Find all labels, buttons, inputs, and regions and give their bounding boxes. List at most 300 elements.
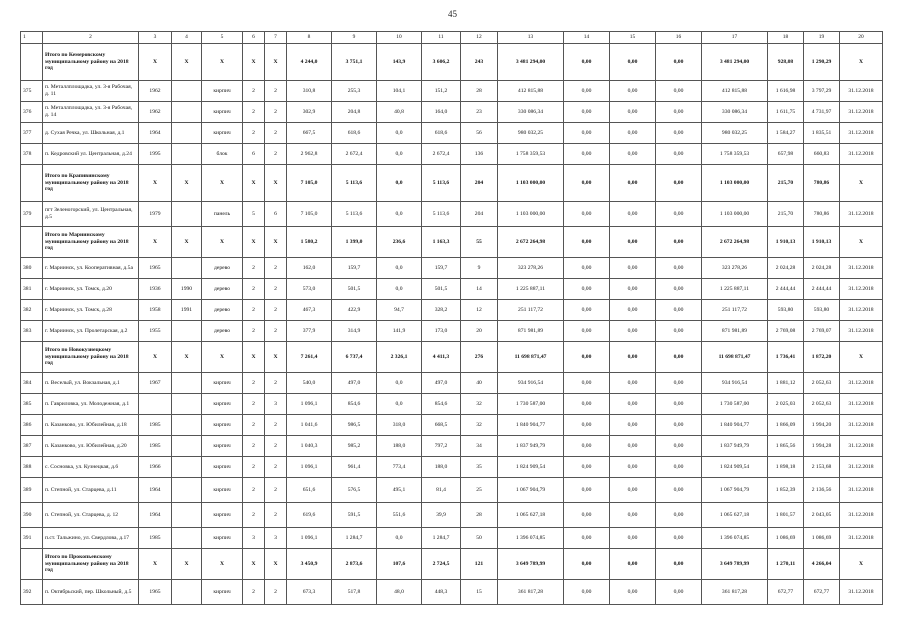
- table-cell: кирпич: [202, 373, 243, 394]
- table-cell: Итого по Мариинскому муниципальному району на 2018 год: [43, 227, 139, 258]
- table-cell: [21, 165, 43, 202]
- table-cell: 2: [243, 258, 265, 279]
- column-number: 8: [287, 32, 332, 44]
- table-cell: 56: [461, 123, 498, 144]
- table-row: [21, 503, 883, 528]
- table-cell: 251 117,72: [498, 300, 564, 321]
- table-cell: 0,00: [564, 549, 610, 580]
- table-cell: 3: [265, 528, 287, 549]
- table-cell: 1 872,20: [804, 342, 840, 373]
- table-cell: 2 444,44: [804, 279, 840, 300]
- table-cell: 2: [243, 415, 265, 436]
- table-cell: 7 105,0: [287, 165, 332, 202]
- table-cell: кирпич: [202, 123, 243, 144]
- table-cell: 1 852,39: [768, 478, 804, 503]
- column-number: 3: [139, 32, 172, 44]
- table-cell: 1 837 949,79: [498, 436, 564, 457]
- table-cell: 32: [461, 415, 498, 436]
- table-cell: 1 086,69: [768, 528, 804, 549]
- table-cell: п. Октябрьский, пер. Школьный, д.5: [43, 580, 139, 605]
- table-cell: 1964: [139, 123, 172, 144]
- table-cell: 780,86: [804, 165, 840, 202]
- table-cell: 0,00: [656, 503, 702, 528]
- table-cell: 1 730 587,00: [498, 394, 564, 415]
- table-row: [21, 202, 883, 227]
- table-cell: [172, 580, 202, 605]
- table-cell: 1 824 909,54: [498, 457, 564, 478]
- table-cell: [172, 202, 202, 227]
- table-cell: 0,0: [377, 202, 422, 227]
- table-cell: 1 163,3: [422, 227, 461, 258]
- table-cell: 2 153,68: [804, 457, 840, 478]
- table-cell: 773,4: [377, 457, 422, 478]
- table-cell: [172, 528, 202, 549]
- table-cell: 31.12.2018: [840, 321, 883, 342]
- table-cell: 0,00: [564, 415, 610, 436]
- table-cell: 32: [461, 394, 498, 415]
- table-cell: п. Гавриловка, ул. Молодежная, д.1: [43, 394, 139, 415]
- table-cell: 0,00: [656, 394, 702, 415]
- table-cell: 1 840 904,77: [702, 415, 768, 436]
- table-cell: 540,0: [287, 373, 332, 394]
- column-number: 17: [702, 32, 768, 44]
- table-cell: 143,9: [377, 44, 422, 81]
- table-cell: 934 916,54: [702, 373, 768, 394]
- table-cell: 1958: [139, 300, 172, 321]
- table-cell: 0,00: [610, 394, 656, 415]
- table-cell: 381: [21, 279, 43, 300]
- table-cell: 618,6: [332, 123, 377, 144]
- table-cell: 377: [21, 123, 43, 144]
- table-cell: 31.12.2018: [840, 373, 883, 394]
- table-cell: 1 580,2: [287, 227, 332, 258]
- table-row: [21, 436, 883, 457]
- table-cell: 0,00: [564, 373, 610, 394]
- table-cell: 0,00: [656, 165, 702, 202]
- table-cell: 164,0: [422, 102, 461, 123]
- table-cell: 1 898,18: [768, 457, 804, 478]
- table-cell: 2 672,4: [332, 144, 377, 165]
- table-cell: 1 225 887,11: [702, 279, 768, 300]
- table-cell: дерево: [202, 321, 243, 342]
- table-cell: 0,00: [610, 549, 656, 580]
- table-cell: [172, 373, 202, 394]
- column-number: 19: [804, 32, 840, 44]
- column-number: 5: [202, 32, 243, 44]
- table-cell: 2: [265, 580, 287, 605]
- table-cell: панель: [202, 202, 243, 227]
- table-cell: 31.12.2018: [840, 580, 883, 605]
- table-cell: 2: [265, 300, 287, 321]
- table-cell: 1 270,11: [768, 549, 804, 580]
- table-cell: 672,77: [804, 580, 840, 605]
- column-number: 15: [610, 32, 656, 44]
- table-cell: кирпич: [202, 528, 243, 549]
- table-cell: 2: [243, 394, 265, 415]
- table-cell: 159,7: [332, 258, 377, 279]
- table-cell: [172, 321, 202, 342]
- table-cell: 0,00: [564, 165, 610, 202]
- table-cell: 985,2: [332, 436, 377, 457]
- table-cell: 1 840 904,77: [498, 415, 564, 436]
- table-row: [21, 258, 883, 279]
- table-cell: 0,00: [610, 373, 656, 394]
- table-cell: [21, 227, 43, 258]
- table-cell: 2 724,5: [422, 549, 461, 580]
- table-cell: 31.12.2018: [840, 258, 883, 279]
- table-cell: 20: [461, 321, 498, 342]
- table-cell: 448,3: [422, 580, 461, 605]
- table-cell: 107,6: [377, 549, 422, 580]
- table-cell: 3 797,29: [804, 81, 840, 102]
- table-row: [21, 528, 883, 549]
- table-cell: 6: [243, 144, 265, 165]
- table-cell: 4 244,0: [287, 44, 332, 81]
- table-cell: 1965: [139, 580, 172, 605]
- table-cell: [172, 503, 202, 528]
- table-cell: 1962: [139, 102, 172, 123]
- table-cell: 412 815,88: [702, 81, 768, 102]
- table-cell: 0,00: [656, 580, 702, 605]
- table-cell: 0,00: [656, 102, 702, 123]
- column-number: 10: [377, 32, 422, 44]
- table-cell: X: [840, 227, 883, 258]
- table-cell: [172, 123, 202, 144]
- table-row: [21, 81, 883, 102]
- table-row: [21, 478, 883, 503]
- table-cell: 2 024,28: [804, 258, 840, 279]
- table-cell: 1967: [139, 373, 172, 394]
- table-cell: 31.12.2018: [840, 436, 883, 457]
- table-cell: 0,00: [610, 415, 656, 436]
- table-cell: Итого по Крапивинскому муниципальному району на 2018 год: [43, 165, 139, 202]
- table-cell: 497,0: [422, 373, 461, 394]
- table-cell: 2: [265, 102, 287, 123]
- table-cell: 2 672 264,98: [498, 227, 564, 258]
- table-cell: 380: [21, 258, 43, 279]
- column-number: 14: [564, 32, 610, 44]
- table-cell: 0,00: [564, 528, 610, 549]
- table-cell: 1 584,27: [768, 123, 804, 144]
- table-cell: 378: [21, 144, 43, 165]
- table-cell: 0,00: [564, 503, 610, 528]
- table-cell: 854,6: [332, 394, 377, 415]
- table-cell: 0,00: [564, 436, 610, 457]
- table-cell: 1 616,98: [768, 81, 804, 102]
- table-cell: 2 052,63: [804, 394, 840, 415]
- table-cell: 14: [461, 279, 498, 300]
- table-cell: 384: [21, 373, 43, 394]
- table-cell: 0,00: [656, 81, 702, 102]
- table-cell: 1985: [139, 436, 172, 457]
- table-cell: 215,70: [768, 165, 804, 202]
- table-cell: 2 052,63: [804, 373, 840, 394]
- table-cell: 0,00: [656, 549, 702, 580]
- table-cell: 0,00: [564, 227, 610, 258]
- table-cell: 4 411,3: [422, 342, 461, 373]
- column-number: 2: [43, 32, 139, 44]
- table-cell: кирпич: [202, 580, 243, 605]
- table-cell: 1 067 904,79: [498, 478, 564, 503]
- table-cell: 0,00: [656, 373, 702, 394]
- table-cell: X: [265, 165, 287, 202]
- table-cell: 387: [21, 436, 43, 457]
- table-cell: [172, 144, 202, 165]
- table-cell: 0,00: [610, 580, 656, 605]
- table-cell: X: [243, 44, 265, 81]
- column-number: 12: [461, 32, 498, 44]
- table-cell: [172, 478, 202, 503]
- table-cell: 383: [21, 321, 43, 342]
- table-cell: 55: [461, 227, 498, 258]
- table-cell: с. Сосновка, ул. Кузнецкая, д.6: [43, 457, 139, 478]
- table-cell: 11 698 871,47: [702, 342, 768, 373]
- table-cell: X: [202, 549, 243, 580]
- table-cell: 672,77: [768, 580, 804, 605]
- table-cell: 2: [243, 279, 265, 300]
- table-cell: 0,00: [656, 202, 702, 227]
- table-cell: X: [172, 227, 202, 258]
- table-cell: 501,5: [422, 279, 461, 300]
- district-total-row: [21, 44, 883, 81]
- table-cell: 591,5: [332, 503, 377, 528]
- table-cell: X: [202, 44, 243, 81]
- table-cell: 376: [21, 102, 43, 123]
- table-cell: 5 113,6: [422, 202, 461, 227]
- column-number: 1: [21, 32, 43, 44]
- table-row: [21, 457, 883, 478]
- table-cell: 1 865,56: [768, 436, 804, 457]
- table-cell: 871 981,89: [702, 321, 768, 342]
- table-cell: [172, 394, 202, 415]
- table-cell: 28: [461, 81, 498, 102]
- register-table: [20, 31, 883, 605]
- table-cell: пгт Зеленогорский, ул. Центральная, д.5: [43, 202, 139, 227]
- table-cell: 1 801,57: [768, 503, 804, 528]
- table-cell: 2: [265, 123, 287, 144]
- table-cell: п. Казанково, ул. Юбилейная, д.20: [43, 436, 139, 457]
- table-cell: 0,00: [610, 342, 656, 373]
- table-row: [21, 279, 883, 300]
- table-cell: 0,00: [610, 258, 656, 279]
- table-cell: 5 113,6: [422, 165, 461, 202]
- table-cell: 2: [265, 436, 287, 457]
- table-cell: 980 032,25: [702, 123, 768, 144]
- table-cell: 1962: [139, 81, 172, 102]
- table-cell: 9: [461, 258, 498, 279]
- table-cell: 1 096,1: [287, 457, 332, 478]
- table-cell: 1 611,75: [768, 102, 804, 123]
- table-cell: 28: [461, 503, 498, 528]
- table-cell: 1 065 627,18: [702, 503, 768, 528]
- table-cell: 31.12.2018: [840, 415, 883, 436]
- page-number: 45: [448, 9, 457, 19]
- table-cell: 141,9: [377, 321, 422, 342]
- table-cell: 1 758 359,53: [702, 144, 768, 165]
- table-cell: [172, 258, 202, 279]
- column-number: 6: [243, 32, 265, 44]
- table-cell: 2 873,6: [332, 549, 377, 580]
- table-cell: 1964: [139, 503, 172, 528]
- table-cell: 2: [265, 258, 287, 279]
- table-cell: п. Степной, ул. Старцева, д. 12: [43, 503, 139, 528]
- column-number: 4: [172, 32, 202, 44]
- table-cell: 1964: [139, 478, 172, 503]
- table-cell: X: [243, 227, 265, 258]
- table-cell: X: [202, 342, 243, 373]
- table-cell: 3 481 294,00: [702, 44, 768, 81]
- table-cell: 2: [265, 503, 287, 528]
- table-cell: 31.12.2018: [840, 144, 883, 165]
- table-cell: 0,0: [377, 258, 422, 279]
- table-cell: [139, 394, 172, 415]
- table-cell: 314,9: [332, 321, 377, 342]
- table-cell: X: [139, 227, 172, 258]
- table-cell: X: [840, 44, 883, 81]
- table-cell: 1 103 000,00: [498, 202, 564, 227]
- table-cell: 188,0: [422, 457, 461, 478]
- table-row: [21, 300, 883, 321]
- table-cell: 0,00: [656, 279, 702, 300]
- table-cell: 1 824 909,54: [702, 457, 768, 478]
- table-cell: п. Кедровский ул. Центральная, д.24: [43, 144, 139, 165]
- table-cell: 1 065 627,18: [498, 503, 564, 528]
- table-cell: 1 284,7: [332, 528, 377, 549]
- table-cell: 3 481 294,00: [498, 44, 564, 81]
- table-row: [21, 394, 883, 415]
- table-cell: 94,7: [377, 300, 422, 321]
- table-cell: [172, 81, 202, 102]
- table-cell: кирпич: [202, 102, 243, 123]
- table-cell: X: [840, 342, 883, 373]
- table-cell: 1 866,09: [768, 415, 804, 436]
- table-cell: 1 103 000,00: [702, 165, 768, 202]
- table-cell: 593,80: [804, 300, 840, 321]
- table-cell: 31.12.2018: [840, 528, 883, 549]
- table-cell: 236,6: [377, 227, 422, 258]
- district-total-row: [21, 342, 883, 373]
- table-cell: 1979: [139, 202, 172, 227]
- table-cell: 392: [21, 580, 43, 605]
- table-cell: 382: [21, 300, 43, 321]
- table-cell: 23: [461, 102, 498, 123]
- table-cell: 3 649 789,99: [702, 549, 768, 580]
- table-cell: 2: [243, 457, 265, 478]
- table-cell: 1936: [139, 279, 172, 300]
- table-cell: X: [840, 549, 883, 580]
- table-cell: X: [265, 227, 287, 258]
- table-cell: 31.12.2018: [840, 202, 883, 227]
- table-cell: 657,98: [768, 144, 804, 165]
- table-cell: Итого по Кемеровскому муниципальному району на 2018 год: [43, 44, 139, 81]
- table-cell: п. Веселый, ул. Вокзальная, д.1: [43, 373, 139, 394]
- table-row: [21, 123, 883, 144]
- table-cell: 0,00: [610, 81, 656, 102]
- table-cell: 379: [21, 202, 43, 227]
- table-cell: X: [139, 165, 172, 202]
- table-cell: кирпич: [202, 394, 243, 415]
- table-cell: 104,1: [377, 81, 422, 102]
- table-cell: 50: [461, 528, 498, 549]
- table-cell: 0,00: [610, 478, 656, 503]
- table-cell: 151,2: [422, 81, 461, 102]
- table-cell: 31.12.2018: [840, 102, 883, 123]
- table-cell: 961,4: [332, 457, 377, 478]
- table-cell: 11 698 871,47: [498, 342, 564, 373]
- table-cell: [172, 457, 202, 478]
- table-cell: 385: [21, 394, 43, 415]
- table-cell: 386: [21, 415, 43, 436]
- table-cell: 3: [243, 528, 265, 549]
- table-cell: 0,00: [564, 144, 610, 165]
- table-cell: 1 758 359,53: [498, 144, 564, 165]
- table-cell: кирпич: [202, 415, 243, 436]
- table-cell: 31.12.2018: [840, 457, 883, 478]
- table-cell: 2: [265, 144, 287, 165]
- table-cell: кирпич: [202, 81, 243, 102]
- table-cell: Итого по Новокузнецкому муниципальному району на 2018 год: [43, 342, 139, 373]
- table-cell: 2 025,03: [768, 394, 804, 415]
- table-cell: 0,00: [610, 44, 656, 81]
- table-cell: 40,8: [377, 102, 422, 123]
- table-cell: 0,0: [377, 373, 422, 394]
- table-cell: 0,00: [564, 102, 610, 123]
- table-cell: 323 278,26: [702, 258, 768, 279]
- table-cell: 12: [461, 300, 498, 321]
- table-cell: X: [840, 165, 883, 202]
- table-cell: 39,9: [422, 503, 461, 528]
- table-cell: 1 225 887,11: [498, 279, 564, 300]
- table-cell: 0,00: [610, 300, 656, 321]
- table-row: [21, 144, 883, 165]
- table-cell: 1 994,28: [804, 436, 840, 457]
- table-cell: 2: [265, 415, 287, 436]
- table-cell: 2: [265, 279, 287, 300]
- column-number: 13: [498, 32, 564, 44]
- table-cell: 673,3: [287, 580, 332, 605]
- table-cell: 0,00: [656, 478, 702, 503]
- table-cell: 576,5: [332, 478, 377, 503]
- table-cell: 0,00: [564, 394, 610, 415]
- table-cell: 1995: [139, 144, 172, 165]
- table-cell: 0,00: [610, 102, 656, 123]
- table-cell: 0,00: [564, 258, 610, 279]
- table-row: [21, 373, 883, 394]
- table-cell: 31.12.2018: [840, 394, 883, 415]
- table-cell: 497,0: [332, 373, 377, 394]
- table-cell: д. Сухая Речка, ул. Школьная, д.1: [43, 123, 139, 144]
- table-cell: 4 266,04: [804, 549, 840, 580]
- table-cell: 40: [461, 373, 498, 394]
- table-cell: 0,00: [564, 478, 610, 503]
- table-cell: 1 086,69: [804, 528, 840, 549]
- table-cell: 1 910,13: [804, 227, 840, 258]
- table-cell: 1 881,12: [768, 373, 804, 394]
- table-cell: 243: [461, 44, 498, 81]
- column-number: 16: [656, 32, 702, 44]
- table-cell: 390: [21, 503, 43, 528]
- table-cell: п. Металлплощадка, ул. 3-я Рабочая, д. 11: [43, 81, 139, 102]
- table-cell: 0,00: [656, 258, 702, 279]
- table-cell: 0,00: [610, 457, 656, 478]
- table-row: [21, 580, 883, 605]
- table-cell: 31.12.2018: [840, 300, 883, 321]
- table-row: [21, 321, 883, 342]
- table-cell: 0,00: [610, 321, 656, 342]
- table-cell: 1991: [172, 300, 202, 321]
- table-cell: 0,00: [610, 528, 656, 549]
- table-cell: 377,9: [287, 321, 332, 342]
